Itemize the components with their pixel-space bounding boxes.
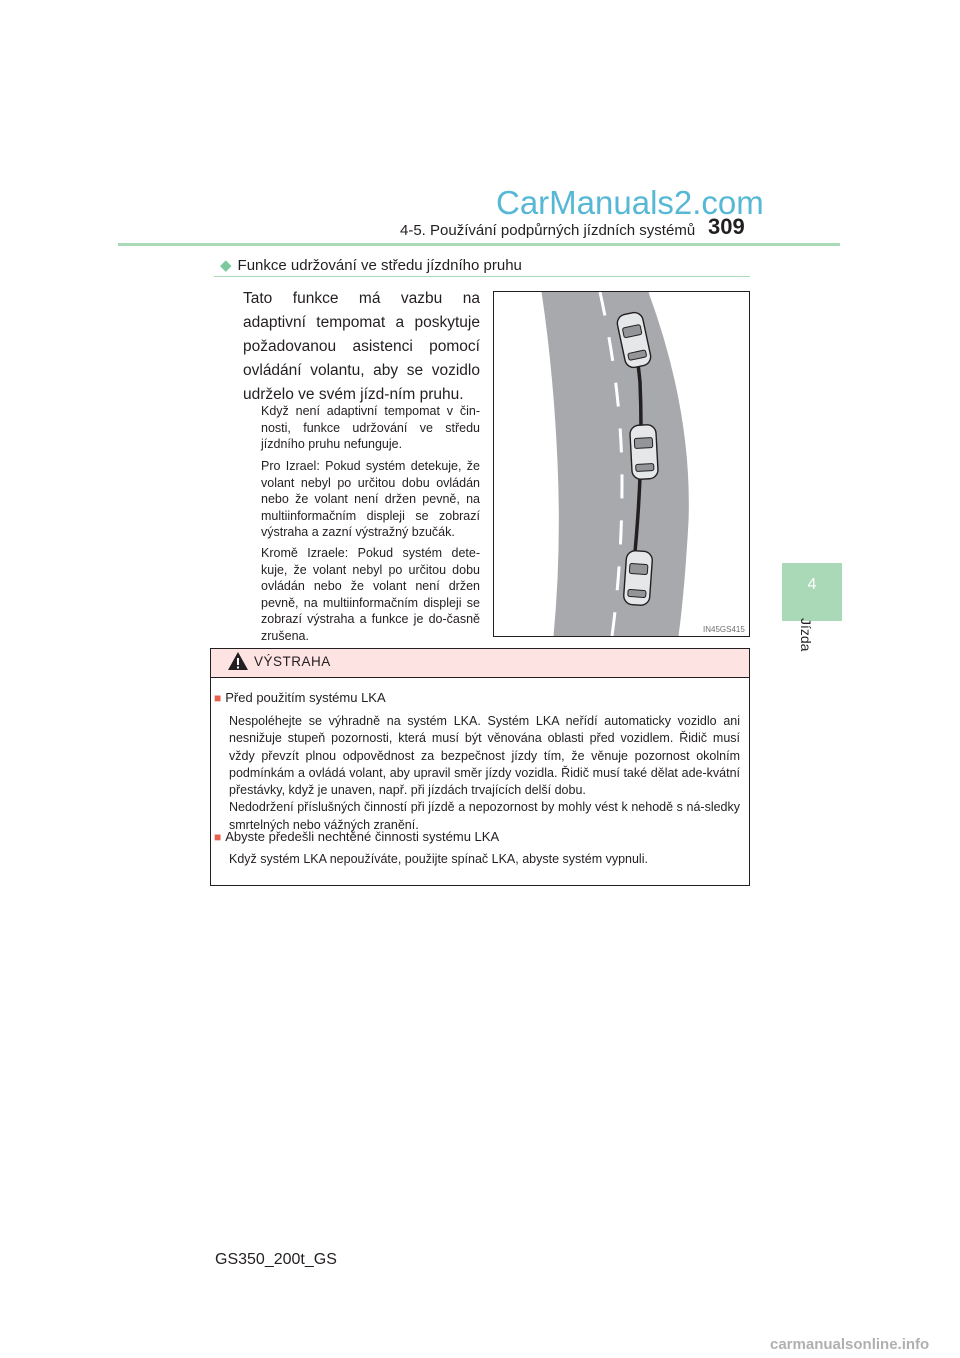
note-paragraph: Když není adaptivní tempomat v čin-nosti, funkce udržování ve středu jízdního pruhu nefunguje. <box>261 404 480 451</box>
warning-title: VÝSTRAHA <box>254 654 331 669</box>
header-rule <box>118 243 840 246</box>
square-bullet-icon: ■ <box>214 691 222 705</box>
warning-item-text: Když systém LKA nepoužíváte, použijte spínač LKA, abyste systém vypnuli. <box>229 852 648 866</box>
footer-model-code: GS350_200t_GS <box>215 1251 337 1268</box>
chapter-number: 4 <box>807 576 817 593</box>
warning-item-heading <box>214 690 386 705</box>
note-paragraph: Kromě Izraele: Pokud systém dete-kuje, že volant nebyl po určitou dobu ovládán nebo že volant není držen pevně, na multiinformačním displeji se zobrazí výstraha a funkce je do-časně zrušena. <box>261 546 480 643</box>
lane-centering-illustration <box>493 291 750 637</box>
diamond-bullet-icon: ◆ <box>220 257 232 274</box>
watermark-logo: CarManuals2.com <box>496 184 764 221</box>
warning-triangle-icon <box>227 651 249 671</box>
road-diagram <box>494 292 749 636</box>
section-heading-text: Funkce udržování ve středu jízdního pruhu <box>237 257 522 274</box>
car-icon <box>623 550 653 606</box>
square-bullet-icon: ■ <box>214 830 222 844</box>
warning-item-text <box>229 713 740 834</box>
header-section-title: 4-5. Používání podpůrných jízdních systémů <box>400 222 696 239</box>
car-icon <box>630 424 659 479</box>
section-rule <box>214 276 750 277</box>
chapter-label: Jízda <box>798 618 814 652</box>
footer-watermark: carmanualsonline.info <box>770 1336 930 1353</box>
note-paragraph: Pro Izrael: Pokud systém detekuje, že volant nebyl po určitou dobu ovládán nebo že volant není držen pevně, na multiinformačním displeji se zobrazí výstraha a zazní výstražný bzučák. <box>261 459 480 539</box>
warning-paragraph: Nedodržení příslušných činností při jízdě a nepozornost by mohly vést k nehodě s ná-sledky smrtelných nebo vážných zranění. <box>229 800 740 832</box>
page-number: 309 <box>708 214 745 239</box>
warning-item-heading <box>214 829 499 844</box>
intro-paragraph: Tato funkce má vazbu na adaptivní tempomat a poskytuje požadovanou asistenci pomocí ovládání volantu, aby se vozidlo udrželo ve svém jízd-ním pruhu. <box>243 290 480 403</box>
warning-paragraph: Nespoléhejte se výhradně na systém LKA. Systém LKA neřídí automaticky vozidlo ani nesnižuje stupeň pozornosti, která musí být věnována oblasti před vozidlem. Řidič musí vždy převzít plnou odpovědnost za bezpečnost jízdy tím, že věnuje pozornost okolním podmínkám a ovládá volant, aby upravil směr jízdy vozidla. Řidič musí také dělat ade-kvátní přestávky, když je unaven, např. při jízdách trvajících delší dobu. <box>229 714 740 798</box>
figure-code: IN45GS415 <box>703 625 745 634</box>
warning-item-heading-text: Před použitím systému LKA <box>225 690 386 705</box>
warning-item-heading-text: Abyste předešli nechtěné činnosti systému LKA <box>225 829 500 844</box>
section-heading <box>220 256 522 274</box>
